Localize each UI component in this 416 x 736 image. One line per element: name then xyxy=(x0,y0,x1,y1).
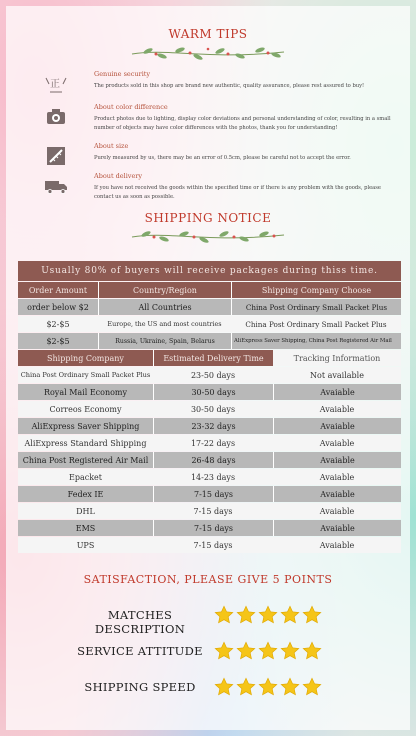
table-cell: All Countries xyxy=(98,299,231,315)
star-icon xyxy=(280,641,300,661)
star-icon xyxy=(214,677,234,697)
table-row xyxy=(18,435,401,451)
vine-decoration-icon xyxy=(128,44,288,62)
table-cell: Avaiable xyxy=(319,438,355,448)
table-cell: DHL xyxy=(76,506,95,516)
table-cell: $2-$5 xyxy=(46,319,70,329)
rating-stars xyxy=(214,677,322,697)
table-row xyxy=(18,520,401,536)
table-cell: Epacket xyxy=(68,472,102,482)
table-cell: 7-15 days xyxy=(153,486,273,502)
table-cell: Avaiable xyxy=(319,472,355,482)
table-header-row xyxy=(18,282,401,298)
table-row xyxy=(18,367,401,383)
table-row xyxy=(18,316,401,332)
table-cell: 23-32 days xyxy=(153,418,273,434)
table-banner xyxy=(18,261,401,281)
star-icon xyxy=(302,677,322,697)
company-header-row xyxy=(18,350,401,366)
star-icon xyxy=(302,641,322,661)
header-cell: Order Amount xyxy=(28,285,88,295)
truck-icon xyxy=(44,176,68,196)
header-cell: Country/Region xyxy=(98,282,231,298)
table-cell: 30-50 days xyxy=(190,404,236,414)
table-cell: 23-50 days xyxy=(190,370,236,380)
svg-text:正: 正 xyxy=(50,79,60,90)
table-cell: China Post Ordinary Small Packet Plus xyxy=(20,371,151,379)
table-cell: Fedex IE xyxy=(67,489,104,499)
table-cell: Avaiable xyxy=(319,404,355,414)
table-cell: AliExpress Saver Shipping, China Post Registered Air Mail xyxy=(231,333,401,349)
tip-text: Purely measured by us, there may be an error of 0.5cm, please be careful not to accept the error. xyxy=(94,155,351,161)
tip-text: If you have not received the goods within the specified time or if there is any problem with the goods, please contact us as soon as possible. xyxy=(94,185,381,200)
tip-text: The products sold in this shop are brand new authentic, quality assurance, please rest assured to buy! xyxy=(94,83,365,89)
table-cell: Europe, the US and most countries xyxy=(107,320,222,328)
tip-title: Genuine security xyxy=(94,70,151,78)
star-icon xyxy=(214,641,234,661)
table-cell: Correos Economy xyxy=(49,404,122,414)
table-cell: China Post Registered Air Mail xyxy=(22,455,149,465)
table-cell: AliExpress Saver Shipping xyxy=(31,421,140,431)
rating-stars xyxy=(214,605,322,625)
table-cell: Avaiable xyxy=(273,486,401,502)
table-row xyxy=(18,503,401,519)
table-cell: China Post Ordinary Small Packet Plus xyxy=(245,319,387,329)
camera-icon xyxy=(44,107,68,127)
table-row xyxy=(18,452,401,468)
table-cell: order below $2 xyxy=(27,302,89,312)
table-cell: Avaiable xyxy=(273,384,401,400)
table-cell: 7-15 days xyxy=(153,520,273,536)
star-icon xyxy=(280,605,300,625)
table-cell: 7-15 days xyxy=(193,540,233,550)
table-row xyxy=(18,469,401,485)
tip-text: Product photos due to lighting, display color deviations and personal understanding of color, resulting in a small number of objects may have color differences with the photos, thank you for understanding! xyxy=(94,116,391,131)
table-cell: 30-50 days xyxy=(153,384,273,400)
table-cell: Not available xyxy=(310,370,364,380)
star-icon xyxy=(258,677,278,697)
table-cell: 7-15 days xyxy=(193,506,233,516)
table-row xyxy=(18,401,401,417)
star-icon xyxy=(258,641,278,661)
header-cell: Shipping Company xyxy=(18,350,153,366)
table-row xyxy=(18,418,401,434)
banner-text: Usually 80% of buyers will receive packages during thiss time. xyxy=(41,266,378,276)
table-cell: AliExpress Standard Shipping xyxy=(24,438,147,448)
shipping-notice-title: SHIPPING NOTICE xyxy=(144,211,272,225)
table-cell: China Post Ordinary Small Packet Plus xyxy=(231,299,401,315)
table-cell: Russia, Ukraine, Spain, Belarus xyxy=(98,333,231,349)
star-icon xyxy=(214,605,234,625)
table-cell: 14-23 days xyxy=(190,472,236,482)
star-icon xyxy=(236,677,256,697)
star-icon xyxy=(236,605,256,625)
table-cell: Avaiable xyxy=(273,452,401,468)
table-cell: Avaiable xyxy=(319,506,355,516)
table-cell: Royal Mail Economy xyxy=(43,387,128,397)
warm-tips-title: WARM TIPS xyxy=(168,27,248,41)
satisfaction-title: SATISFACTION, PLEASE GIVE 5 POINTS xyxy=(83,573,333,586)
authentic-icon xyxy=(44,74,68,94)
table-cell: EMS xyxy=(75,523,96,533)
tip-title: About color difference xyxy=(94,103,168,111)
table-cell: 17-22 days xyxy=(190,438,236,448)
header-cell: Shipping Company Choose xyxy=(231,282,401,298)
table-cell: UPS xyxy=(76,540,95,550)
rating-label: SHIPPING SPEED xyxy=(84,680,196,694)
rating-label: MATCHES DESCRIPTION xyxy=(94,608,186,636)
table-row xyxy=(18,486,401,502)
star-icon xyxy=(258,605,278,625)
table-row xyxy=(18,384,401,400)
table-cell: 26-48 days xyxy=(153,452,273,468)
table-cell: Avaiable xyxy=(273,418,401,434)
star-icon xyxy=(302,605,322,625)
star-icon xyxy=(236,641,256,661)
table-row xyxy=(18,537,401,553)
header-cell: Estimated Delivery Time xyxy=(153,350,273,366)
table-row xyxy=(18,333,401,349)
table-row xyxy=(18,299,401,315)
table-cell: Avaiable xyxy=(319,540,355,550)
table-cell: Avaiable xyxy=(273,520,401,536)
table-cell: $2-$5 xyxy=(46,336,70,346)
star-icon xyxy=(280,677,300,697)
rating-stars xyxy=(214,641,322,661)
tip-title: About delivery xyxy=(94,172,143,180)
tip-title: About size xyxy=(94,142,129,150)
vine-decoration-icon xyxy=(128,228,288,246)
header-cell: Tracking Information xyxy=(273,350,401,366)
rating-label: SERVICE ATTITUDE xyxy=(77,644,203,658)
ruler-icon xyxy=(44,146,68,166)
